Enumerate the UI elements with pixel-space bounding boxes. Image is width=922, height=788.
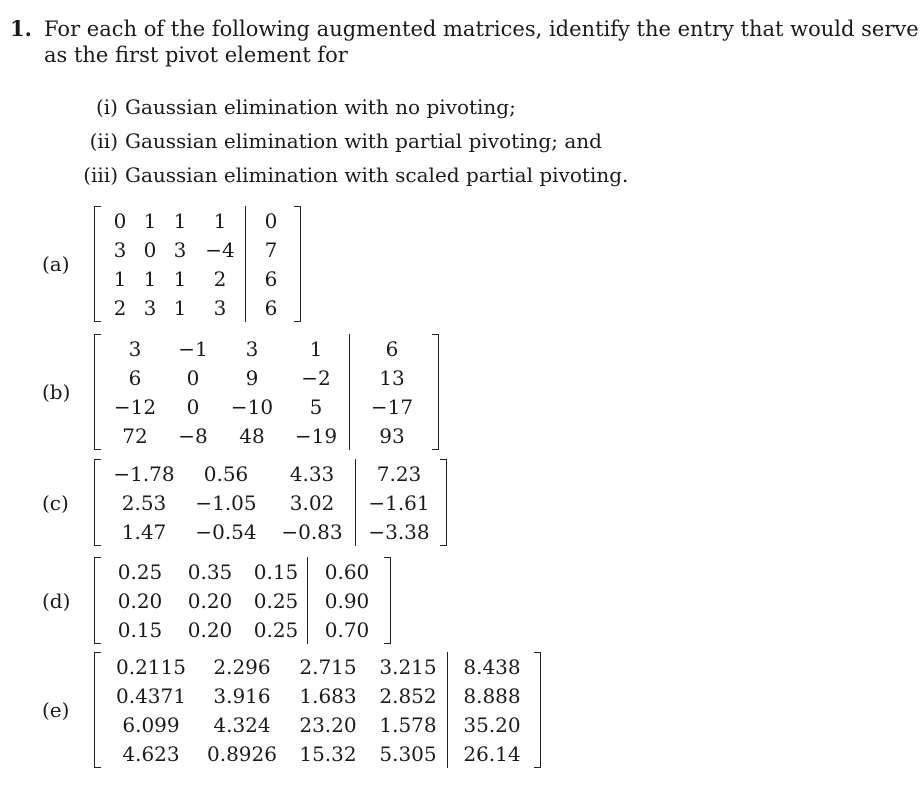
matrix-cell: 2.53 [121,490,167,515]
rhs-row [356,421,428,450]
augmented-matrix [94,206,301,322]
prompt-line-1: For each of the following augmented matrices, identify the entry that would serve [44,17,919,41]
rhs-row [314,557,380,586]
matrix-body [101,652,534,768]
rhs-block [245,206,290,322]
matrix-cell: 0.15 [117,617,163,642]
matrix-cell: 3 [173,237,187,262]
right-bracket [440,459,447,546]
coefficient-block [105,334,349,450]
matrix-cell: −19 [294,423,338,448]
matrix-row [105,392,349,421]
rhs-row [252,206,290,235]
matrix-cell: 1.47 [121,519,167,544]
matrix-cell: 3 [113,237,127,262]
rhs-block [447,652,530,768]
rhs-row [454,681,530,710]
matrix-body [101,334,432,450]
rhs-row [252,235,290,264]
matrix-cell: 2 [113,295,127,320]
problem-prompt [44,16,919,68]
matrix-cell: 3.215 [379,654,437,679]
augmented-matrix [94,334,439,450]
coefficient-block [105,206,245,322]
matrix-cell: 5.305 [379,741,437,766]
matrix-cell: 0.56 [203,461,249,486]
rhs-row [314,615,380,644]
case-item [56,124,628,158]
coefficient-block [105,459,355,546]
matrix-cell: 9 [245,365,259,390]
rhs-row [454,739,530,768]
matrix-cell: 0.20 [117,588,163,613]
matrix-cell: 6.099 [122,712,180,737]
matrix-row [105,488,355,517]
left-bracket [94,557,101,644]
matrix-cell: 3.916 [213,683,271,708]
matrix-cell: 3 [213,295,227,320]
rhs-cell: 6 [385,336,399,361]
matrix-cell: −1 [178,336,208,361]
rhs-cell: 0.90 [324,588,370,613]
matrix-cell: 0.25 [253,617,299,642]
matrix-row [105,334,349,363]
matrix-cell: 5 [309,394,323,419]
part-b [42,334,439,450]
rhs-cell: 0.70 [324,617,370,642]
matrix-cell: 0.2115 [116,654,186,679]
matrix-body [101,206,294,322]
matrix-cell: 2.296 [213,654,271,679]
coefficient-block [105,557,307,644]
matrix-row [105,586,307,615]
case-label: (ii) [89,129,118,153]
part-label: (d) [42,588,71,613]
matrix-row [105,235,245,264]
augmented-matrix [94,557,391,644]
case-text: Gaussian elimination with partial pivoting; and [125,129,602,153]
matrix-row [105,206,245,235]
matrix-cell: 0 [186,394,200,419]
rhs-row [252,293,290,322]
rhs-block [349,334,428,450]
matrix-cell: −1.78 [113,461,175,486]
matrix-row [105,739,447,768]
matrix-cell: −0.54 [195,519,257,544]
matrix-cell: 1.683 [299,683,357,708]
matrix-cell: 0.25 [117,559,163,584]
right-bracket [384,557,391,644]
rhs-cell: 0 [264,208,278,233]
matrix-cell: −4 [205,237,235,262]
rhs-row [454,710,530,739]
rhs-cell: 13 [379,365,405,390]
matrix-row [105,459,355,488]
matrix-cell: −2 [301,365,331,390]
matrix-cell: 1 [113,266,127,291]
rhs-cell: −1.61 [368,490,430,515]
matrix-cell: 0.20 [187,617,233,642]
matrix-cell: −1.05 [195,490,257,515]
rhs-row [362,488,436,517]
matrix-body [101,459,440,546]
matrix-cell: 0 [186,365,200,390]
right-bracket [432,334,439,450]
rhs-row [454,652,530,681]
pivoting-cases-list [56,90,628,192]
matrix-cell: 0.8926 [207,741,277,766]
matrix-cell: 4.33 [289,461,335,486]
matrix-cell: 1.578 [379,712,437,737]
matrix-cell: −12 [113,394,157,419]
matrix-cell: 0.4371 [116,683,186,708]
case-text: Gaussian elimination with no pivoting; [125,95,516,119]
augmented-matrix [94,652,541,768]
part-c [42,459,447,546]
matrix-cell: 3 [128,336,142,361]
matrix-cell: 1 [173,208,187,233]
case-item [56,158,628,192]
rhs-cell: 7 [264,237,278,262]
matrix-cell: 48 [239,423,265,448]
matrix-cell: 0.20 [187,588,233,613]
matrix-row [105,710,447,739]
matrix-cell: 1 [173,266,187,291]
part-label: (a) [42,252,70,276]
part-d [42,557,391,644]
matrix-cell: −8 [178,423,208,448]
matrix-cell: 0.15 [253,559,299,584]
part-e [42,652,541,768]
rhs-row [356,392,428,421]
rhs-block [355,459,436,546]
rhs-cell: 93 [379,423,405,448]
rhs-row [362,459,436,488]
matrix-cell: 1 [173,295,187,320]
matrix-cell: 1 [143,208,157,233]
part-label: (c) [42,490,69,515]
matrix-cell: 2.852 [379,683,437,708]
matrix-cell: 2.715 [299,654,357,679]
matrix-cell: 0 [143,237,157,262]
left-bracket [94,206,101,322]
matrix-cell: 1 [213,208,227,233]
rhs-cell: 6 [264,295,278,320]
matrix-cell: 15.32 [299,741,357,766]
part-label: (e) [42,698,70,722]
matrix-cell: 2 [213,266,227,291]
rhs-cell: 8.438 [463,654,521,679]
matrix-cell: −10 [230,394,274,419]
rhs-row [356,334,428,363]
rhs-block [307,557,380,644]
matrix-cell: 3 [245,336,259,361]
left-bracket [94,334,101,450]
matrix-cell: 4.324 [213,712,271,737]
matrix-row [105,517,355,546]
matrix-row [105,293,245,322]
matrix-row [105,363,349,392]
augmented-matrix [94,459,447,546]
matrix-cell: 0 [113,208,127,233]
matrix-cell: 72 [122,423,148,448]
case-item [56,90,628,124]
matrix-cell: −0.83 [281,519,343,544]
rhs-cell: 6 [264,266,278,291]
case-label: (i) [95,95,118,119]
right-bracket [534,652,541,768]
rhs-row [314,586,380,615]
matrix-cell: 0.25 [253,588,299,613]
matrix-cell: 23.20 [299,712,357,737]
right-bracket [294,206,301,322]
coefficient-block [105,652,447,768]
left-bracket [94,459,101,546]
rhs-cell: 35.20 [463,712,521,737]
matrix-row [105,652,447,681]
matrix-cell: 3.02 [289,490,335,515]
matrix-cell: 3 [143,295,157,320]
rhs-row [252,264,290,293]
matrix-row [105,557,307,586]
matrix-body [101,557,384,644]
matrix-cell: 4.623 [122,741,180,766]
matrix-cell: 6 [128,365,142,390]
rhs-cell: 0.60 [324,559,370,584]
part-a [42,206,301,322]
rhs-row [362,517,436,546]
matrix-row [105,421,349,450]
rhs-row [356,363,428,392]
rhs-cell: 8.888 [463,683,521,708]
matrix-cell: 1 [309,336,323,361]
part-label: (b) [42,380,71,404]
left-bracket [94,652,101,768]
matrix-row [105,615,307,644]
case-text: Gaussian elimination with scaled partial pivoting. [125,163,629,187]
matrix-cell: 0.35 [187,559,233,584]
rhs-cell: −3.38 [368,519,430,544]
problem-number: 1. [10,16,32,41]
matrix-row [105,681,447,710]
rhs-cell: −17 [370,394,414,419]
case-label: (iii) [83,163,118,187]
matrix-row [105,264,245,293]
matrix-cell: 1 [143,266,157,291]
rhs-cell: 26.14 [463,741,521,766]
rhs-cell: 7.23 [376,461,422,486]
prompt-line-2: as the first pivot element for [44,43,348,67]
